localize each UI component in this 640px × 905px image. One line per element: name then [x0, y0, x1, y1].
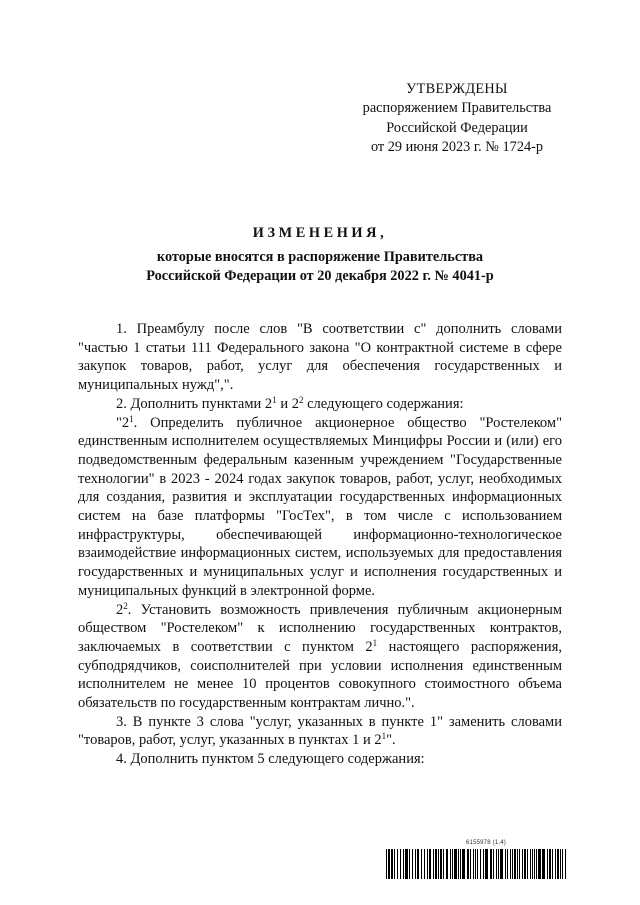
- p5-sup: 1: [381, 731, 387, 742]
- p2-sup-2: 2: [298, 394, 304, 405]
- paragraph-2-1: [78, 414, 562, 601]
- document-body: [78, 320, 562, 769]
- subtitle-line-2: Российской Федерации от 20 декабря 2022 г. № 4041-р: [146, 268, 494, 284]
- paragraph-2: [78, 395, 562, 414]
- p4-text-c: настоящего распоряжения, субподрядчиков, соисполнителей при условии исполнения единственным исполнителем не менее 10 процентов совокупного стоимостного объема обязательств по государственным контрактам лично.".: [78, 638, 562, 712]
- p5-text-a: 3. В пункте 3 слова "услуг, указанных в пункте 1" заменить словами "товаров, работ, услуг, указанных в пунктах 1 и 2: [78, 713, 562, 749]
- document-code: 6155978 (1.4): [466, 840, 506, 846]
- p4-sup-2: 1: [372, 637, 378, 648]
- approval-line-2: Российской Федерации: [386, 119, 528, 136]
- p4-text-a: 2: [116, 601, 124, 618]
- p4-sup-1: 2: [123, 600, 128, 611]
- p2-text-b: и 2: [276, 395, 299, 412]
- paragraph-4: 4. Дополнить пунктом 5 следующего содержания:: [116, 751, 425, 768]
- p3-sup: 1: [129, 413, 134, 424]
- approval-title: УТВЕРЖДЕНЫ: [406, 81, 508, 97]
- paragraph-3: [78, 713, 562, 750]
- paragraph-2-2: [78, 601, 562, 713]
- approval-stamp: [352, 80, 562, 157]
- p2-text-c: следующего содержания:: [303, 395, 464, 412]
- approval-line-3: от 29 июня 2023 г. № 1724-р: [370, 138, 544, 155]
- approval-line-1: распоряжением Правительства: [362, 100, 552, 117]
- barcode-icon: [386, 849, 566, 879]
- p2-sup-1: 1: [272, 394, 277, 405]
- p2-text-a: 2. Дополнить пунктами 2: [116, 395, 273, 412]
- document-subtitle: [80, 248, 560, 286]
- p3-text-a: "2: [116, 414, 130, 431]
- document-title: ИЗМЕНЕНИЯ,: [252, 225, 388, 241]
- p3-text-b: . Определить публичное акционерное общество "Ростелеком" единственным исполнителем осуществляемых Минцифры России и (или) его подведомственным федеральным казенным учреждением "Государственные технологии" в 2023 - 2024 годах закупок товаров, работ, услуг, необходимых для создания, развития и эксплуатации государственных информационных систем на базе платформы "ГосТех", в том числе с использованием инфраструктуры, обеспечивающей информационно-технологическое взаимодействие информационных систем, используемых для предоставления государственных и муниципальных услуг и исполнения государственных и муниципальных функций в электронной форме.: [78, 414, 562, 599]
- p5-text-b: ".: [386, 732, 396, 749]
- p4-text-b: . Установить возможность привлечения публичным акционерным обществом "Ростелеком" к исполнению государственных контрактов, заключаемых в соответствии с пунктом 2: [78, 601, 562, 655]
- paragraph-1: 1. Преамбулу после слов "В соответствии с" дополнить словами "частью 1 статьи 111 Федерального закона "О контрактной системе в сфере закупок товаров, работ, услуг для обеспечения государственных и муниципальных нужд",".: [78, 321, 562, 394]
- subtitle-line-1: которые вносятся в распоряжение Правительства: [156, 249, 484, 265]
